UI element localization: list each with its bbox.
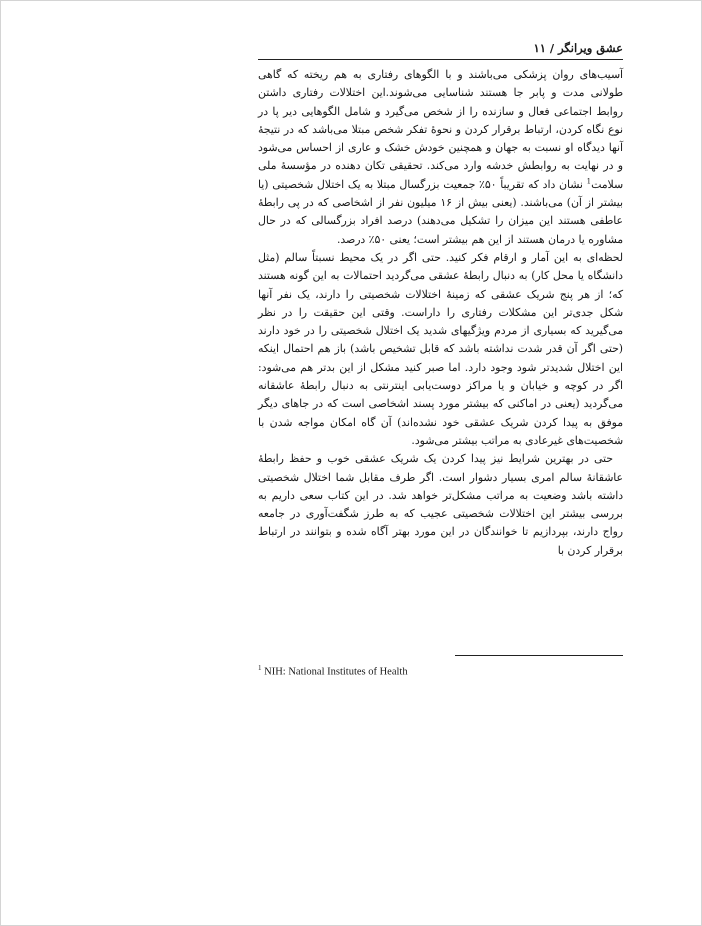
- footnote-reference: 1: [586, 177, 592, 186]
- paragraph-1-part-b: نشان داد که تقریباً ۵۰٪ جمعیت بزرگسال مبتلا به یک اختلال شخصیتی (یا بیشتر از آن) می‌باشند. (یعنی بیش از ۱۶ میلیون نفر از اشخاصی که در پی رابطهٔ عاطفی هستند این میزان را تشکیل می‌دهند) درصد افراد بزرگسالی که در حال مشاوره یا درمان هستند از این هم بیشتر است؛ یعنی ۵۰٪ درصد.: [258, 177, 623, 246]
- running-header: [258, 40, 623, 60]
- paragraph-1: [258, 66, 623, 249]
- paragraph-2: لحظه‌ای به این آمار و ارقام فکر کنید. حتی اگر در یک محیط نسبتاً سالم (مثل دانشگاه یا محل کار) به دنبال رابطهٔ عشقی می‌گردید احتمالات به این گونه هستند که؛ از هر پنج شریک عشقی که زمینهٔ اختلالات شخصیتی را دارند، یک نفر آنها شکل جدی‌تر این مشکلات رفتاری را داراست. وقتی این حقیقت را در نظر می‌گیرید که بسیاری از مردم ویژگیهای شدید یک اختلال شخصیتی را در خود دارند (حتی اگر آن قدر شدت نداشته باشد که قابل تشخیص باشد) باز هم احتمال اینکه این اختلال شدیدتر شود وجود دارد. اما صبر کنید مشکل از این بدتر هم می‌شود: اگر در کوچه و خیابان و یا مراکز دوست‌یابی اینترنتی به دنبال رابطهٔ عاشقانه می‌گردید (یعنی در اماکنی که بیشتر مورد پسند اشخاصی است که در جاهای دیگر موفق به پیدا کردن شریک عشقی خود نشده‌اند) آن گاه امکان مواجه شدن با شخصیت‌های غیرعادی به مراتب بیشتر می‌شود.: [258, 250, 623, 447]
- footnote: [258, 661, 623, 680]
- footnote-text: NIH: National Institutes of Health: [261, 666, 408, 678]
- footnote-separator: [455, 655, 623, 656]
- paragraph-1-part-a: آسیب‌های روان پزشکی می‌باشند و با الگوهای رفتاری به هم ریخته که گاهی طولانی مدت و پابر جا هستند شناسایی می‌شوند.این اختلالات رفتاری داشتن روابط اجتماعی فعال و سازنده را از شخص می‌گیرد و شامل الگوهایی دیر پا در نوع نگاه کردن، ارتباط برقرار کردن و نحوهٔ تفکر شخص مبتلا می‌باشد که در نتیجهٔ آنها دیدگاه او نسبت به جهان و همچنین خودش خشک و عاری از احساس می‌شود و در نهایت به روابطش خدشه وارد می‌کند. تحقیقی تکان دهنده در مؤسسهٔ ملی سلامت: [258, 68, 623, 191]
- body-text: [258, 66, 623, 560]
- paragraph-3: حتی در بهترین شرایط نیز پیدا کردن یک شریک عشقی خوب و حفظ رابطهٔ عاشقانهٔ سالم امری بسیار دشوار است. اگر طرف مقابل شما اختلال شخصیتی داشته باشد وضعیت به مراتب مشکل‌تر خواهد شد. در این کتاب سعی داریم به بررسی بیشتر این اختلالات شخصیتی عجیب که به طرز شگفت‌آوری در جامعه رواج دارند، بپردازیم تا خوانندگان در این مورد بهتر آگاه شده و بتوانند در ارتباط برقرار کردن با: [258, 452, 623, 557]
- running-title: عشق ویرانگر / ۱۱: [533, 41, 623, 55]
- footnote-marker: 1: [258, 664, 262, 672]
